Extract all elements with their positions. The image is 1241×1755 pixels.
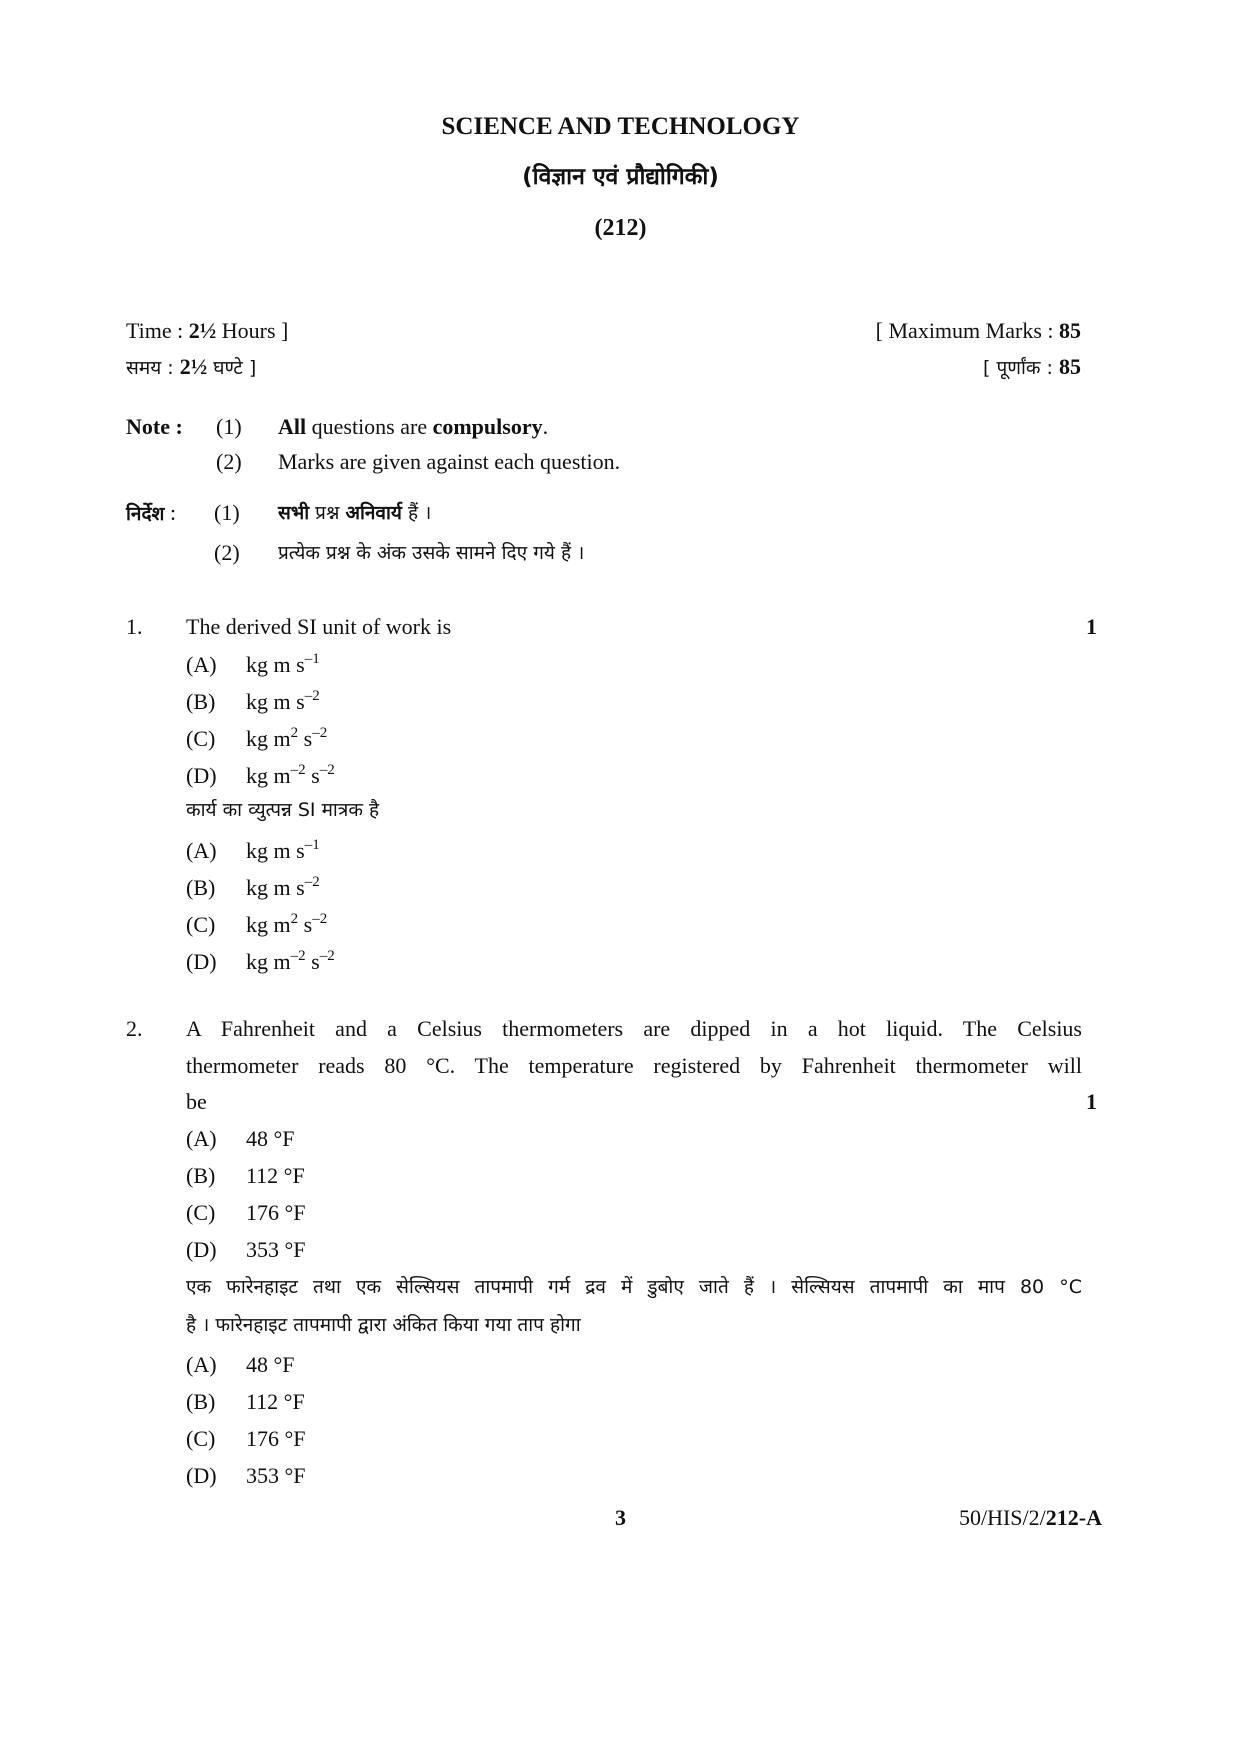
option-text: 353 °F xyxy=(246,1463,306,1488)
max-marks-value: 85 xyxy=(1059,318,1081,343)
question-1-text: The derived SI unit of work is xyxy=(186,614,452,639)
question-1-number: 1. xyxy=(126,614,143,639)
question-2-text-line-2: thermometer reads 80 °C. The temperature registered by Fahrenheit thermometer will xyxy=(186,1053,1082,1078)
time-unit-hindi: घण्टे ] xyxy=(207,357,257,379)
question-2-marks: 1 xyxy=(1086,1089,1097,1114)
time-value-hindi: 2½ xyxy=(179,354,208,379)
option-label: (A) xyxy=(186,838,217,863)
note-item-1-mid: questions are xyxy=(306,414,433,439)
question-2-text-line-1: A Fahrenheit and a Celsius thermometers are dipped in a hot liquid. The Celsius xyxy=(186,1016,1082,1041)
time-value: 2½ xyxy=(188,318,217,343)
option-label: (C) xyxy=(186,912,216,937)
option-text: kg $m^2$ $s^{-2}$ xyxy=(246,911,328,937)
note-item-2-number: (2) xyxy=(216,449,242,474)
option-text: kg $m^{-2}$ $s^{-2}$ xyxy=(246,762,335,788)
option-text: 176 °F xyxy=(246,1426,306,1451)
note-item-1-number: (1) xyxy=(216,414,242,439)
option-text: 353 °F xyxy=(246,1237,306,1262)
note-label: Note : xyxy=(126,414,183,439)
note-item-1-hindi-bold-all: सभी xyxy=(278,502,310,524)
option-label: (B) xyxy=(186,875,216,900)
time-line xyxy=(126,318,288,344)
max-marks-label-hindi: [ पूर्णांक : xyxy=(983,357,1059,379)
option-label: (C) xyxy=(186,726,216,751)
note-item-2-number-hindi: (2) xyxy=(214,540,240,565)
page-number: 3 xyxy=(615,1505,626,1530)
option-text: 112 °F xyxy=(246,1389,305,1414)
option-text: 48 °F xyxy=(246,1126,295,1151)
note-item-1-number-hindi: (1) xyxy=(214,500,240,525)
option-text: kg m $s^{-1}$ xyxy=(246,837,320,863)
question-2-text-line-3: be xyxy=(186,1089,207,1114)
time-unit: Hours ] xyxy=(216,318,289,343)
max-marks-line xyxy=(700,318,1081,344)
option-label: (A) xyxy=(186,1126,217,1151)
note-item-1-hindi-bold-compulsory: अनिवार्य xyxy=(345,502,402,524)
paper-code xyxy=(800,1505,1102,1531)
note-item-1-end: . xyxy=(542,414,549,439)
time-label: Time : xyxy=(126,318,189,343)
note-label-hindi-text: निर्देश xyxy=(126,503,165,525)
option-text: kg $m^{-2}$ $s^{-2}$ xyxy=(246,948,335,974)
note-item-2-hindi: प्रत्येक प्रश्न के अंक उसके सामने दिए गये हैं । xyxy=(278,542,585,564)
subject-code: (212) xyxy=(594,215,647,241)
option-label: (A) xyxy=(186,652,217,677)
max-marks-label: [ Maximum Marks : xyxy=(875,318,1059,343)
note-item-1 xyxy=(278,414,548,440)
question-2-number: 2. xyxy=(126,1016,143,1041)
question-2-text-hindi-line-1: एक फारेनहाइट तथा एक सेल्सियस तापमापी गर्म द्रव में डुबोए जाते हैं । सेल्सियस तापमापी का माप 80 °C xyxy=(186,1276,1082,1298)
max-marks-line-hindi xyxy=(700,354,1081,380)
option-label: (D) xyxy=(186,1237,217,1262)
note-item-1-hindi-end: हैं । xyxy=(401,502,432,524)
option-label: (B) xyxy=(186,1389,216,1414)
note-label-hindi-colon: : xyxy=(164,500,177,525)
time-label-hindi: समय : xyxy=(126,357,180,379)
note-item-1-hindi-mid: प्रश्न xyxy=(309,502,346,524)
option-label: (C) xyxy=(186,1426,216,1451)
page-title-hindi: (विज्ञान एवं प्रौद्योगिकी) xyxy=(522,164,719,190)
option-label: (A) xyxy=(186,1352,217,1377)
option-label: (B) xyxy=(186,1163,216,1188)
option-text: 112 °F xyxy=(246,1163,305,1188)
note-item-2: Marks are given against each question. xyxy=(278,449,621,474)
option-text: 176 °F xyxy=(246,1200,306,1225)
option-label: (D) xyxy=(186,949,217,974)
option-label: (B) xyxy=(186,689,216,714)
option-label: (D) xyxy=(186,763,217,788)
note-label-hindi xyxy=(126,500,176,526)
option-text: 48 °F xyxy=(246,1352,295,1377)
question-1-marks: 1 xyxy=(1086,614,1097,639)
time-line-hindi xyxy=(126,354,256,380)
paper-code-bold: 212-A xyxy=(1045,1505,1102,1530)
option-text: kg $m^2$ $s^{-2}$ xyxy=(246,725,328,751)
option-label: (D) xyxy=(186,1463,217,1488)
question-1-text-hindi: कार्य का व्युत्पन्न SI मात्रक है xyxy=(186,799,380,821)
option-text: kg m $s^{-2}$ xyxy=(246,688,320,714)
max-marks-value-hindi: 85 xyxy=(1059,354,1081,379)
note-item-1-bold-all: All xyxy=(278,414,307,439)
question-2-text-hindi-line-2: है । फारेनहाइट तापमापी द्वारा अंकित किया गया ताप होगा xyxy=(186,1314,581,1336)
note-item-1-bold-compulsory: compulsory xyxy=(432,414,543,439)
paper-code-prefix: 50/HIS/2/ xyxy=(958,1505,1046,1530)
note-item-1-hindi xyxy=(278,502,431,525)
option-label: (C) xyxy=(186,1200,216,1225)
option-text: kg m $s^{-2}$ xyxy=(246,874,320,900)
page-title: SCIENCE AND TECHNOLOGY xyxy=(441,113,800,140)
option-text: kg m $s^{-1}$ xyxy=(246,651,320,677)
